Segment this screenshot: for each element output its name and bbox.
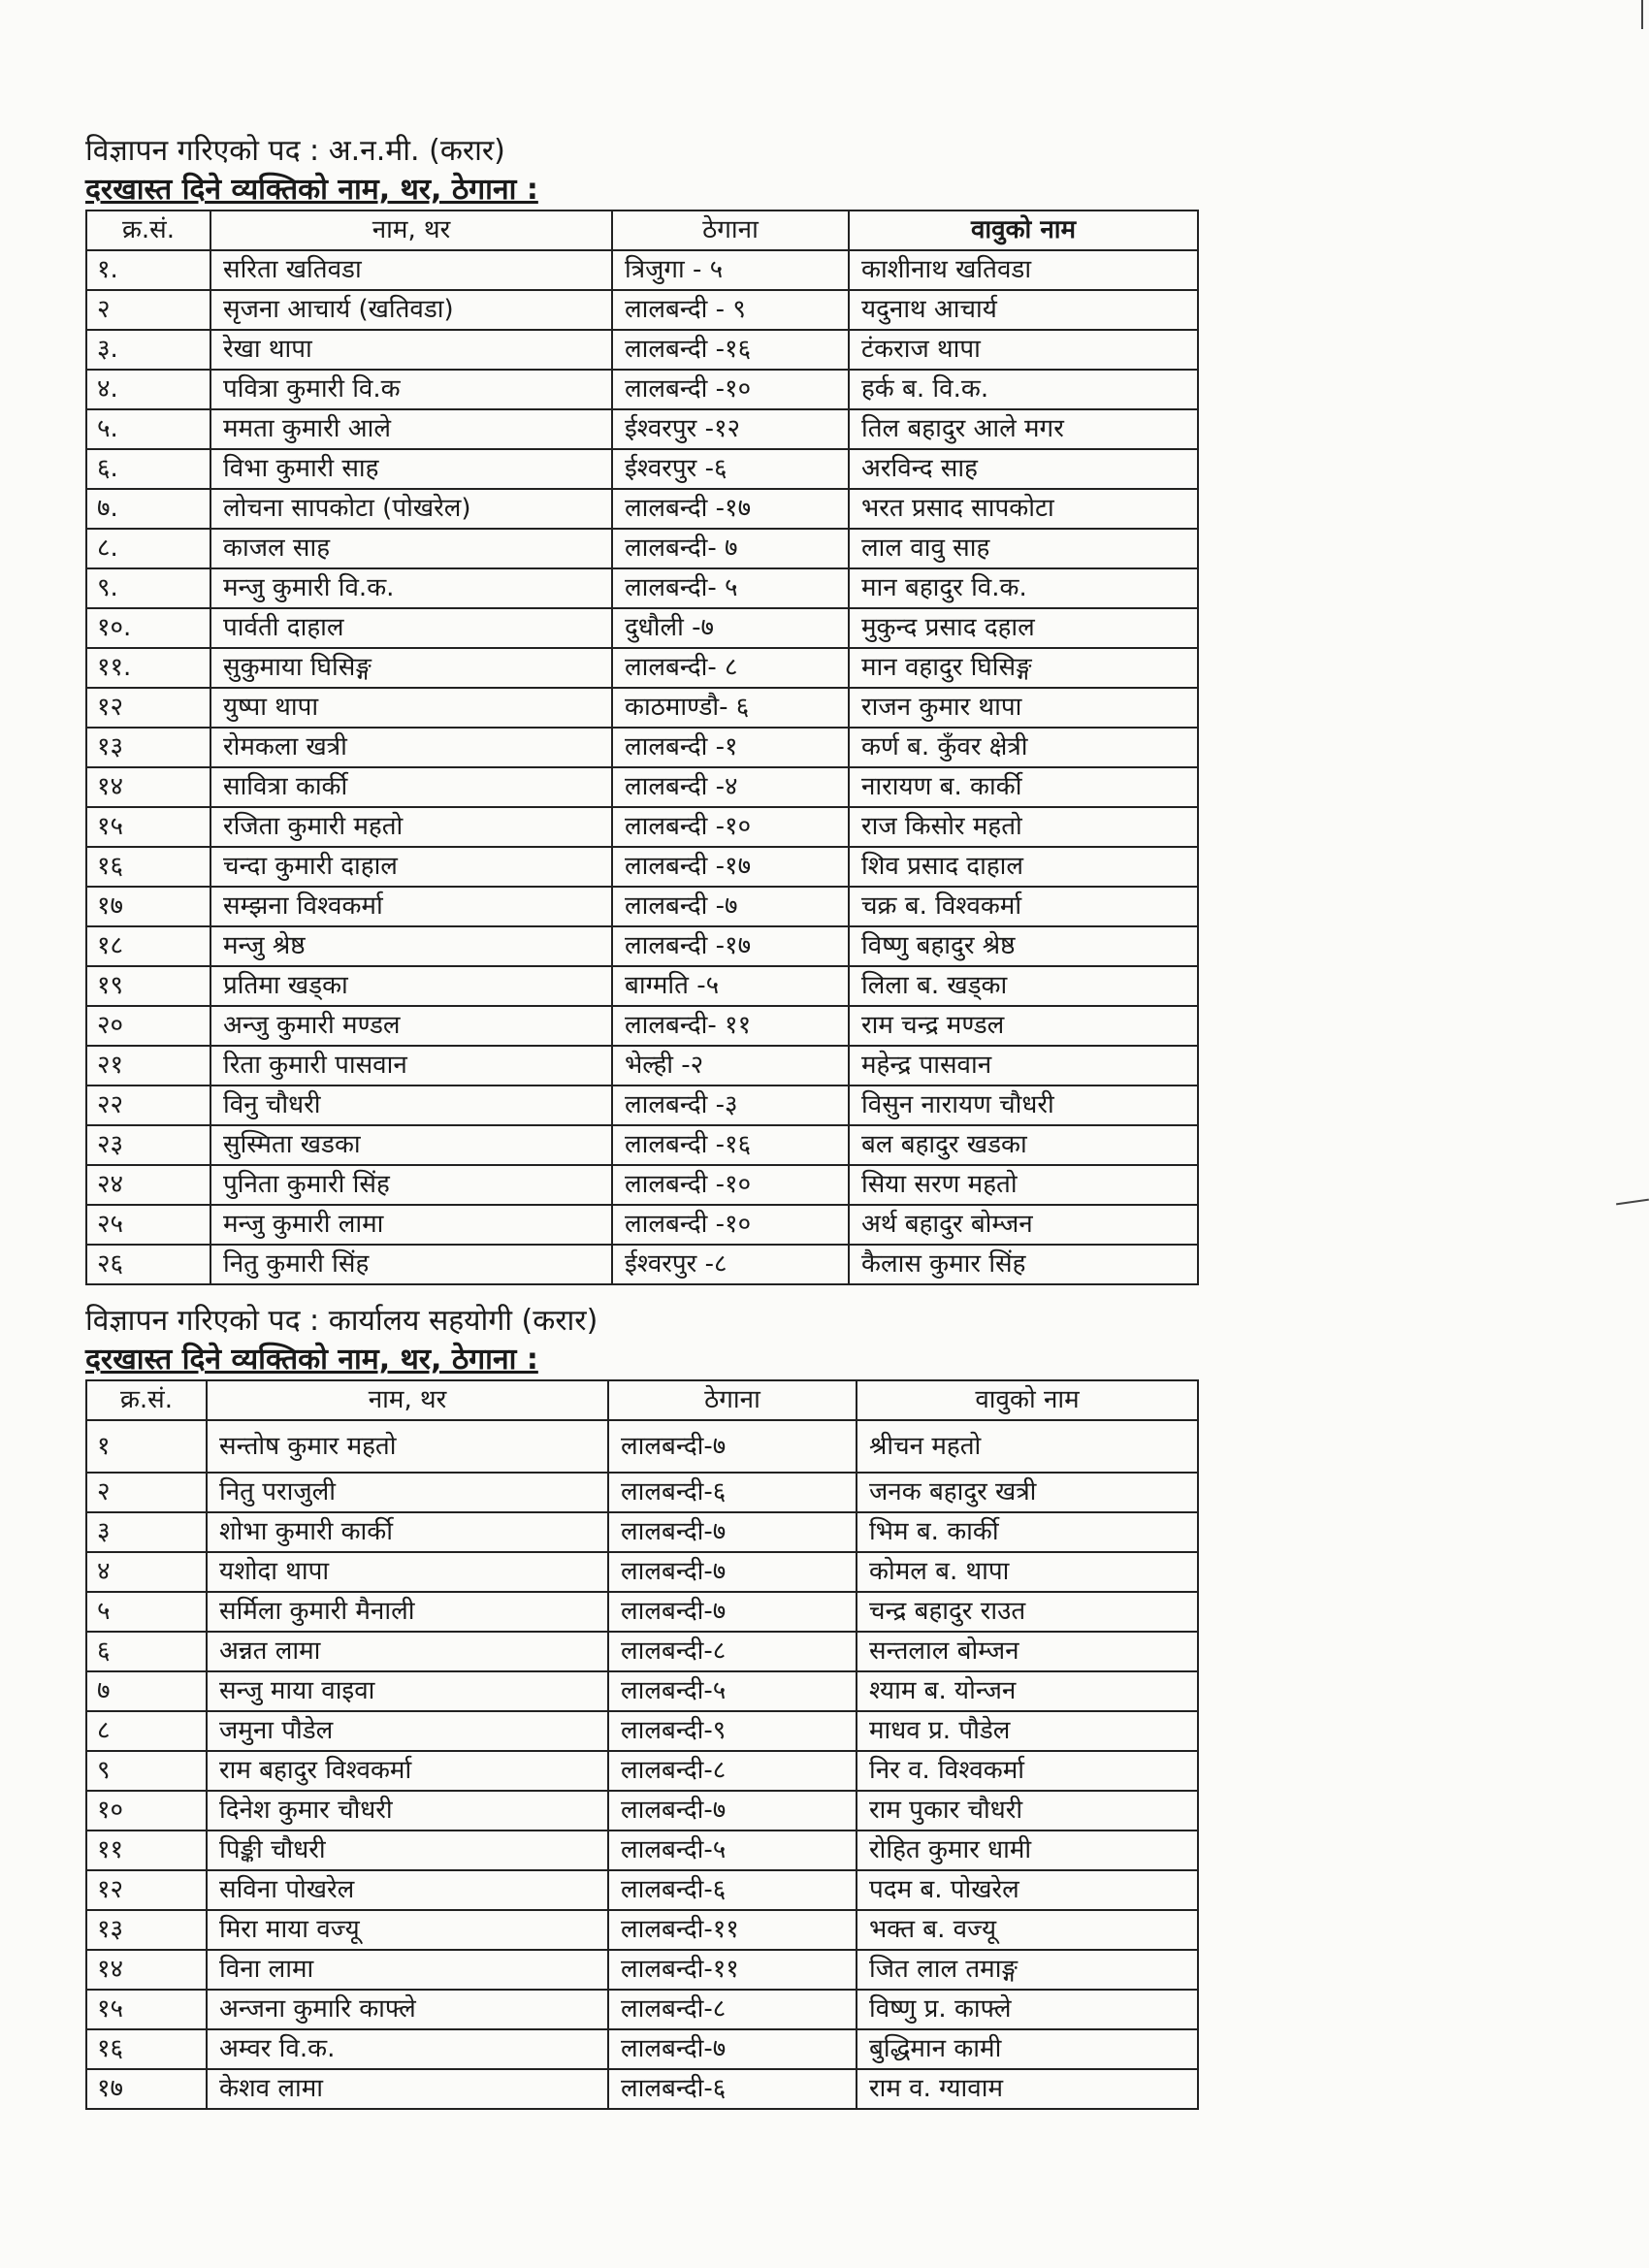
address-cell: लालबन्दी -३ [612, 1085, 849, 1125]
address-cell: त्रिजुगा - ५ [612, 250, 849, 290]
serial-cell: ७. [86, 489, 210, 529]
serial-cell: ९. [86, 568, 210, 608]
father-name-cell: विष्णु बहादुर श्रेष्ठ [849, 926, 1198, 966]
address-cell: लालबन्दी- ११ [612, 1006, 849, 1046]
father-name-cell: जित लाल तमाङ्ग [857, 1950, 1198, 1990]
father-name-cell: राम चन्द्र मण्डल [849, 1006, 1198, 1046]
father-name-cell: रोहित कुमार धामी [857, 1831, 1198, 1870]
address-cell: लालबन्दी-६ [608, 2069, 857, 2109]
address-cell: लालबन्दी-५ [608, 1671, 857, 1711]
father-name-cell: मान वहादुर घिसिङ्ग [849, 648, 1198, 688]
address-cell: लालबन्दी -१६ [612, 330, 849, 370]
serial-cell: २ [86, 290, 210, 330]
table-row [86, 449, 1198, 489]
father-name-cell: जनक बहादुर खत्री [857, 1473, 1198, 1512]
table-row [86, 1592, 1198, 1632]
serial-cell: ४ [86, 1552, 207, 1592]
table-row [86, 1791, 1198, 1831]
address-cell: लालबन्दी-९ [608, 1711, 857, 1751]
name-cell: विनु चौधरी [210, 1085, 612, 1125]
table-row [86, 1632, 1198, 1671]
father-name-cell: महेन्द्र पासवान [849, 1046, 1198, 1085]
name-cell: सरिता खतिवडा [210, 250, 612, 290]
name-cell: सावित्रा कार्की [210, 767, 612, 807]
name-cell: मिरा माया वज्यू [207, 1910, 608, 1950]
table-row [86, 370, 1198, 409]
father-name-cell: चक्र ब. विश्वकर्मा [849, 887, 1198, 926]
address-cell: लालबन्दी -१० [612, 1205, 849, 1245]
table-row [86, 1420, 1198, 1473]
name-cell: अन्जना कुमारि काफ्ले [207, 1990, 608, 2029]
serial-cell: ५. [86, 409, 210, 449]
serial-cell: १ [86, 1420, 207, 1473]
father-name-cell: काशीनाथ खतिवडा [849, 250, 1198, 290]
table-row [86, 1165, 1198, 1205]
name-cell: मन्जु श्रेष्ठ [210, 926, 612, 966]
serial-cell: २ [86, 1473, 207, 1512]
father-name-cell: सन्तलाल बोम्जन [857, 1632, 1198, 1671]
name-cell: नितु कुमारी सिंह [210, 1245, 612, 1284]
name-cell: प्रतिमा खड्का [210, 966, 612, 1006]
address-cell: लालबन्दी-११ [608, 1950, 857, 1990]
serial-cell: २१ [86, 1046, 210, 1085]
serial-cell: २५ [86, 1205, 210, 1245]
name-column-header: नाम, थर [210, 211, 612, 250]
serial-column-header: क्र.सं. [86, 211, 210, 250]
serial-cell: १७ [86, 2069, 207, 2109]
address-cell: बाग्मति -५ [612, 966, 849, 1006]
father-name-cell: बल बहादुर खडका [849, 1125, 1198, 1165]
table-row [86, 1990, 1198, 2029]
table-row [86, 1751, 1198, 1791]
name-cell: रेखा थापा [210, 330, 612, 370]
father-name-cell: टंकराज थापा [849, 330, 1198, 370]
name-cell: पार्वती दाहाल [210, 608, 612, 648]
name-cell: लोचना सापकोटा (पोखरेल) [210, 489, 612, 529]
serial-cell: १७ [86, 887, 210, 926]
father-name-cell: राम व. ग्यावाम [857, 2069, 1198, 2109]
name-cell: पुनिता कुमारी सिंह [210, 1165, 612, 1205]
serial-cell: ९ [86, 1751, 207, 1791]
serial-cell: १४ [86, 767, 210, 807]
name-cell: जमुना पौडेल [207, 1711, 608, 1751]
table-row [86, 1245, 1198, 1284]
serial-cell: १०. [86, 608, 210, 648]
serial-cell: २६ [86, 1245, 210, 1284]
applicants-heading: दरखास्त दिने व्यक्तिको नाम, थर, ठेगाना : [85, 1343, 538, 1377]
address-cell: लालबन्दी - ९ [612, 290, 849, 330]
father-name-cell: विष्णु प्र. काफ्ले [857, 1990, 1198, 2029]
address-cell: लालबन्दी-८ [608, 1751, 857, 1791]
address-cell: लालबन्दी-११ [608, 1910, 857, 1950]
table-row [86, 2069, 1198, 2109]
address-cell: लालबन्दी -१७ [612, 489, 849, 529]
name-cell: राम बहादुर विश्वकर्मा [207, 1751, 608, 1791]
serial-cell: २२ [86, 1085, 210, 1125]
name-cell: मन्जु कुमारी लामा [210, 1205, 612, 1245]
name-cell: अम्वर वि.क. [207, 2029, 608, 2069]
father-name-cell: कोमल ब. थापा [857, 1552, 1198, 1592]
address-cell: लालबन्दी -४ [612, 767, 849, 807]
father-name-cell: श्रीचन महतो [857, 1420, 1198, 1473]
name-cell: काजल साह [210, 529, 612, 568]
scan-edge-mark [1616, 1199, 1649, 1206]
name-cell: चन्दा कुमारी दाहाल [210, 847, 612, 887]
serial-cell: १९ [86, 966, 210, 1006]
table-row [86, 1910, 1198, 1950]
serial-cell: ५ [86, 1592, 207, 1632]
serial-cell: ८ [86, 1711, 207, 1751]
name-cell: युष्पा थापा [210, 688, 612, 728]
father-name-cell: बुद्धिमान कामी [857, 2029, 1198, 2069]
father-name-column-header: वावुको नाम [857, 1380, 1198, 1420]
name-cell: सम्झना विश्वकर्मा [210, 887, 612, 926]
scan-edge-mark [1641, 0, 1643, 29]
table-row [86, 1125, 1198, 1165]
serial-cell: ३ [86, 1512, 207, 1552]
address-cell: भेल्ही -२ [612, 1046, 849, 1085]
table-row [86, 1870, 1198, 1910]
table-row [86, 290, 1198, 330]
table-row [86, 1006, 1198, 1046]
serial-cell: १. [86, 250, 210, 290]
address-cell: लालबन्दी-८ [608, 1990, 857, 2029]
address-cell: लालबन्दी -१० [612, 807, 849, 847]
name-cell: सविना पोखरेल [207, 1870, 608, 1910]
father-name-cell: कर्ण ब. कुँवर क्षेत्री [849, 728, 1198, 767]
father-name-cell: भिम ब. कार्की [857, 1512, 1198, 1552]
name-cell: रिता कुमारी पासवान [210, 1046, 612, 1085]
table-row [86, 1711, 1198, 1751]
serial-cell: १८ [86, 926, 210, 966]
father-name-cell: हर्क ब. वि.क. [849, 370, 1198, 409]
table-row [86, 648, 1198, 688]
table-row [86, 1831, 1198, 1870]
father-name-cell: श्याम ब. योन्जन [857, 1671, 1198, 1711]
name-cell: नितु पराजुली [207, 1473, 608, 1512]
table-row [86, 1473, 1198, 1512]
name-column-header: नाम, थर [207, 1380, 608, 1420]
anm-applicants-table [85, 210, 1199, 1285]
table-row [86, 409, 1198, 449]
name-cell: पवित्रा कुमारी वि.क [210, 370, 612, 409]
address-cell: लालबन्दी-५ [608, 1831, 857, 1870]
name-cell: केशव लामा [207, 2069, 608, 2109]
address-cell: दुधौली -७ [612, 608, 849, 648]
father-name-cell: मान बहादुर वि.क. [849, 568, 1198, 608]
name-cell: सन्तोष कुमार महतो [207, 1420, 608, 1473]
anm-section [85, 132, 1197, 1285]
father-name-cell: यदुनाथ आचार्य [849, 290, 1198, 330]
table-row [86, 330, 1198, 370]
serial-cell: ८. [86, 529, 210, 568]
serial-cell: १६ [86, 2029, 207, 2069]
father-name-cell: लाल वावु साह [849, 529, 1198, 568]
table-row [86, 887, 1198, 926]
father-name-column-header: वावुको नाम [849, 211, 1198, 250]
name-cell: मन्जु कुमारी वि.क. [210, 568, 612, 608]
address-cell: लालबन्दी- ७ [612, 529, 849, 568]
address-cell: लालबन्दी -१० [612, 1165, 849, 1205]
office-assistant-applicants-table [85, 1379, 1199, 2110]
office-assistant-section [85, 1302, 1197, 2110]
father-name-cell: कैलास कुमार सिंह [849, 1245, 1198, 1284]
father-name-cell: भक्त ब. वज्यू [857, 1910, 1198, 1950]
name-cell: दिनेश कुमार चौधरी [207, 1791, 608, 1831]
address-cell: लालबन्दी- ५ [612, 568, 849, 608]
table-row [86, 568, 1198, 608]
table-row [86, 608, 1198, 648]
table-row [86, 1205, 1198, 1245]
father-name-cell: शिव प्रसाद दाहाल [849, 847, 1198, 887]
name-cell: शोभा कुमारी कार्की [207, 1512, 608, 1552]
name-cell: पिङ्की चौधरी [207, 1831, 608, 1870]
table-header-row [86, 211, 1198, 250]
serial-cell: १६ [86, 847, 210, 887]
serial-cell: १४ [86, 1950, 207, 1990]
name-cell: रोमकला खत्री [210, 728, 612, 767]
address-cell: लालबन्दी -७ [612, 887, 849, 926]
table-row [86, 688, 1198, 728]
serial-cell: ४. [86, 370, 210, 409]
address-cell: लालबन्दी- ८ [612, 648, 849, 688]
address-cell: लालबन्दी -१६ [612, 1125, 849, 1165]
table-row [86, 529, 1198, 568]
father-name-cell: मुकुन्द प्रसाद दहाल [849, 608, 1198, 648]
address-column-header: ठेगाना [608, 1380, 857, 1420]
table-row [86, 1046, 1198, 1085]
serial-cell: १२ [86, 688, 210, 728]
serial-cell: १५ [86, 807, 210, 847]
father-name-cell: अर्थ बहादुर बोम्जन [849, 1205, 1198, 1245]
serial-cell: १० [86, 1791, 207, 1831]
name-cell: अन्नत लामा [207, 1632, 608, 1671]
father-name-cell: लिला ब. खड्का [849, 966, 1198, 1006]
address-cell: लालबन्दी-७ [608, 1791, 857, 1831]
father-name-cell: पदम ब. पोखरेल [857, 1870, 1198, 1910]
table-row [86, 1671, 1198, 1711]
serial-cell: ६ [86, 1632, 207, 1671]
table-row [86, 1085, 1198, 1125]
father-name-cell: माधव प्र. पौडेल [857, 1711, 1198, 1751]
serial-cell: १२ [86, 1870, 207, 1910]
applicants-heading: दरखास्त दिने व्यक्तिको नाम, थर, ठेगाना : [85, 173, 538, 207]
address-cell: लालबन्दी-७ [608, 1512, 857, 1552]
name-cell: यशोदा थापा [207, 1552, 608, 1592]
table-row [86, 847, 1198, 887]
name-cell: ममता कुमारी आले [210, 409, 612, 449]
address-cell: ईश्वरपुर -१२ [612, 409, 849, 449]
table-row [86, 1552, 1198, 1592]
table-row [86, 728, 1198, 767]
address-cell: लालबन्दी-६ [608, 1473, 857, 1512]
address-cell: लालबन्दी -१७ [612, 847, 849, 887]
father-name-cell: भरत प्रसाद सापकोटा [849, 489, 1198, 529]
father-name-cell: चन्द्र बहादुर राउत [857, 1592, 1198, 1632]
name-cell: अन्जु कुमारी मण्डल [210, 1006, 612, 1046]
post-heading: विज्ञापन गरिएको पद : कार्यालय सहयोगी (करार) [85, 1304, 598, 1338]
serial-cell: १५ [86, 1990, 207, 2029]
address-cell: लालबन्दी -१० [612, 370, 849, 409]
serial-cell: २० [86, 1006, 210, 1046]
father-name-cell: राज किसोर महतो [849, 807, 1198, 847]
serial-cell: ६. [86, 449, 210, 489]
name-cell: सृजना आचार्य (खतिवडा) [210, 290, 612, 330]
father-name-cell: राम पुकार चौधरी [857, 1791, 1198, 1831]
address-cell: लालबन्दी-७ [608, 1420, 857, 1473]
serial-cell: २४ [86, 1165, 210, 1205]
address-cell: ईश्वरपुर -८ [612, 1245, 849, 1284]
address-cell: लालबन्दी-७ [608, 1592, 857, 1632]
serial-column-header: क्र.सं. [86, 1380, 207, 1420]
table-row [86, 489, 1198, 529]
serial-cell: १३ [86, 728, 210, 767]
father-name-cell: नारायण ब. कार्की [849, 767, 1198, 807]
name-cell: विना लामा [207, 1950, 608, 1990]
table-row [86, 1950, 1198, 1990]
address-cell: लालबन्दी-७ [608, 1552, 857, 1592]
table-row [86, 1512, 1198, 1552]
serial-cell: ११. [86, 648, 210, 688]
table-row [86, 966, 1198, 1006]
name-cell: रजिता कुमारी महतो [210, 807, 612, 847]
address-cell: लालबन्दी-६ [608, 1870, 857, 1910]
table-row [86, 926, 1198, 966]
serial-cell: ३. [86, 330, 210, 370]
name-cell: विभा कुमारी साह [210, 449, 612, 489]
address-cell: ईश्वरपुर -६ [612, 449, 849, 489]
father-name-cell: विसुन नारायण चौधरी [849, 1085, 1198, 1125]
table-row [86, 767, 1198, 807]
serial-cell: ११ [86, 1831, 207, 1870]
address-cell: लालबन्दी -१ [612, 728, 849, 767]
table-row [86, 2029, 1198, 2069]
name-cell: सुकुमाया घिसिङ्ग [210, 648, 612, 688]
table-row [86, 807, 1198, 847]
address-cell: काठमाण्डौ- ६ [612, 688, 849, 728]
name-cell: सन्जु माया वाइवा [207, 1671, 608, 1711]
table-row [86, 250, 1198, 290]
father-name-cell: निर व. विश्वकर्मा [857, 1751, 1198, 1791]
table-header-row [86, 1380, 1198, 1420]
father-name-cell: सिया सरण महतो [849, 1165, 1198, 1205]
father-name-cell: तिल बहादुर आले मगर [849, 409, 1198, 449]
address-cell: लालबन्दी-८ [608, 1632, 857, 1671]
address-cell: लालबन्दी -१७ [612, 926, 849, 966]
serial-cell: १३ [86, 1910, 207, 1950]
address-column-header: ठेगाना [612, 211, 849, 250]
father-name-cell: अरविन्द साह [849, 449, 1198, 489]
post-heading: विज्ञापन गरिएको पद : अ.न.मी. (करार) [85, 134, 505, 168]
serial-cell: २३ [86, 1125, 210, 1165]
address-cell: लालबन्दी-७ [608, 2029, 857, 2069]
father-name-cell: राजन कुमार थापा [849, 688, 1198, 728]
name-cell: सुस्मिता खडका [210, 1125, 612, 1165]
serial-cell: ७ [86, 1671, 207, 1711]
name-cell: सर्मिला कुमारी मैनाली [207, 1592, 608, 1632]
